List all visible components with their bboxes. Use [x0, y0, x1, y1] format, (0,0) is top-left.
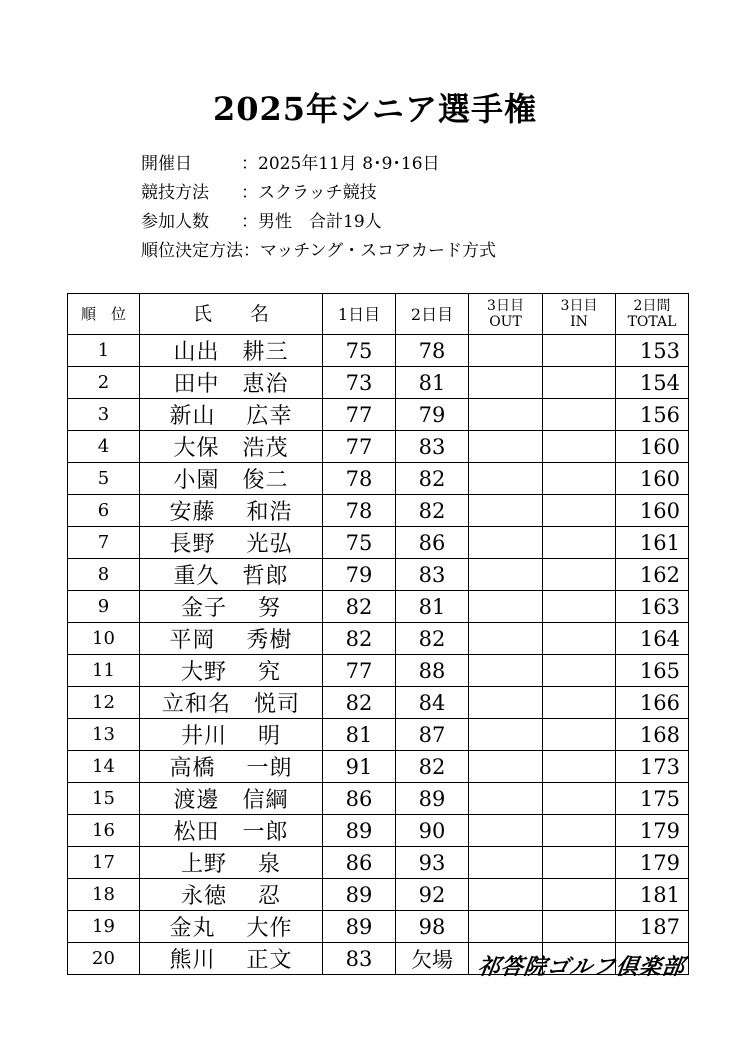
cell-player-name: 井川 明	[140, 719, 323, 751]
header-day3-in-line1: 3日目	[560, 298, 598, 314]
cell-day2-score: 83	[396, 559, 469, 591]
cell-day3-in	[543, 623, 616, 655]
club-logo: 祁答院ゴルフ倶楽部	[476, 954, 687, 980]
cell-day2-score: 84	[396, 687, 469, 719]
cell-day3-in	[543, 719, 616, 751]
table-header-row	[68, 294, 689, 335]
cell-player-name: 小園 俊二	[140, 463, 323, 495]
cell-day1-score: 83	[323, 943, 396, 975]
cell-player-name: 高橋 一朗	[140, 751, 323, 783]
cell-rank: 2	[68, 367, 140, 399]
cell-total: 175	[616, 783, 689, 815]
cell-day3-out	[469, 719, 543, 751]
cell-day3-in	[543, 751, 616, 783]
header-total	[616, 294, 689, 335]
cell-day1-score: 82	[323, 687, 396, 719]
table-row	[68, 847, 689, 879]
cell-day2-score: 81	[396, 367, 469, 399]
cell-rank: 19	[68, 911, 140, 943]
cell-day2-score: 98	[396, 911, 469, 943]
header-total-line2: TOTAL	[627, 314, 677, 330]
cell-day3-in	[543, 495, 616, 527]
cell-day3-out	[469, 463, 543, 495]
cell-day1-score: 79	[323, 559, 396, 591]
cell-total: 156	[616, 399, 689, 431]
page-title: 2025年シニア選手権	[212, 90, 538, 128]
cell-rank: 3	[68, 399, 140, 431]
cell-player-name: 田中 恵治	[140, 367, 323, 399]
cell-rank: 12	[68, 687, 140, 719]
header-day3-out-line1: 3日目	[487, 298, 524, 314]
cell-rank: 6	[68, 495, 140, 527]
cell-day2-score: 82	[396, 751, 469, 783]
cell-day1-score: 86	[323, 847, 396, 879]
cell-total: 160	[616, 431, 689, 463]
cell-day1-score: 86	[323, 783, 396, 815]
cell-player-name: 山出 耕三	[140, 335, 323, 367]
cell-total: 154	[616, 367, 689, 399]
cell-day3-out	[469, 655, 543, 687]
cell-day3-in	[543, 431, 616, 463]
cell-day2-score: 78	[396, 335, 469, 367]
cell-rank: 13	[68, 719, 140, 751]
cell-day1-score: 89	[323, 879, 396, 911]
cell-day3-out	[469, 815, 543, 847]
header-day3-in	[543, 294, 616, 335]
cell-day1-score: 82	[323, 623, 396, 655]
cell-day2-score: 79	[396, 399, 469, 431]
cell-day1-score: 89	[323, 911, 396, 943]
cell-day2-score: 88	[396, 655, 469, 687]
cell-day1-score: 91	[323, 751, 396, 783]
cell-day2-score: 87	[396, 719, 469, 751]
table-row	[68, 783, 689, 815]
cell-day3-out	[469, 751, 543, 783]
cell-day3-out	[469, 879, 543, 911]
cell-day3-in	[543, 687, 616, 719]
cell-day3-out	[469, 495, 543, 527]
cell-day3-in	[543, 847, 616, 879]
cell-player-name: 金丸 大作	[140, 911, 323, 943]
cell-day2-score: 欠場	[396, 943, 469, 975]
cell-day3-out	[469, 527, 543, 559]
cell-player-name: 大保 浩茂	[140, 431, 323, 463]
cell-day2-score: 82	[396, 495, 469, 527]
cell-total: 164	[616, 623, 689, 655]
cell-day1-score: 73	[323, 367, 396, 399]
cell-rank: 9	[68, 591, 140, 623]
header-day3-out-line2: OUT	[489, 314, 522, 330]
cell-day1-score: 77	[323, 431, 396, 463]
table-row	[68, 463, 689, 495]
table-row	[68, 591, 689, 623]
cell-player-name: 永徳 忍	[140, 879, 323, 911]
table-row	[68, 911, 689, 943]
cell-day3-in	[543, 591, 616, 623]
cell-day3-in	[543, 527, 616, 559]
cell-day1-score: 78	[323, 463, 396, 495]
cell-day3-in	[543, 463, 616, 495]
cell-rank: 17	[68, 847, 140, 879]
cell-player-name: 大野 究	[140, 655, 323, 687]
table-row	[68, 559, 689, 591]
info-row-participants	[141, 208, 496, 237]
cell-player-name: 金子 努	[140, 591, 323, 623]
cell-day2-score: 82	[396, 463, 469, 495]
cell-total: 173	[616, 751, 689, 783]
cell-day1-score: 81	[323, 719, 396, 751]
cell-total: 165	[616, 655, 689, 687]
info-row-ranking-method	[141, 237, 496, 266]
cell-day3-in	[543, 367, 616, 399]
table-row	[68, 399, 689, 431]
header-day3-out	[469, 294, 543, 335]
cell-rank: 11	[68, 655, 140, 687]
cell-total: 181	[616, 879, 689, 911]
cell-day3-out	[469, 911, 543, 943]
cell-total: 179	[616, 847, 689, 879]
cell-rank: 20	[68, 943, 140, 975]
cell-day3-in	[543, 815, 616, 847]
table-row	[68, 655, 689, 687]
cell-day2-score: 93	[396, 847, 469, 879]
header-day3-in-line2: IN	[570, 314, 588, 330]
table-row	[68, 879, 689, 911]
cell-day3-out	[469, 431, 543, 463]
header-total-line1: 2日間	[633, 298, 671, 314]
cell-day2-score: 86	[396, 527, 469, 559]
cell-day3-out	[469, 335, 543, 367]
cell-day2-score: 90	[396, 815, 469, 847]
cell-player-name: 渡邊 信綱	[140, 783, 323, 815]
table-row	[68, 623, 689, 655]
info-row-date	[141, 150, 496, 179]
info-label: 順位決定方法	[141, 241, 243, 261]
cell-day3-in	[543, 399, 616, 431]
cell-day1-score: 82	[323, 591, 396, 623]
cell-player-name: 重久 哲郎	[140, 559, 323, 591]
cell-player-name: 熊川 正文	[140, 943, 323, 975]
table-row	[68, 367, 689, 399]
cell-rank: 8	[68, 559, 140, 591]
cell-total: 187	[616, 911, 689, 943]
cell-day3-in	[543, 783, 616, 815]
cell-rank: 15	[68, 783, 140, 815]
cell-day1-score: 77	[323, 399, 396, 431]
cell-total: 179	[616, 815, 689, 847]
cell-day3-in	[543, 559, 616, 591]
table-row	[68, 335, 689, 367]
cell-day3-out	[469, 847, 543, 879]
cell-total: 153	[616, 335, 689, 367]
cell-day1-score: 78	[323, 495, 396, 527]
cell-day3-in	[543, 655, 616, 687]
table-row	[68, 527, 689, 559]
cell-rank: 18	[68, 879, 140, 911]
cell-total: 160	[616, 463, 689, 495]
cell-day3-out	[469, 687, 543, 719]
table-row	[68, 495, 689, 527]
cell-day1-score: 89	[323, 815, 396, 847]
cell-player-name: 安藤 和浩	[140, 495, 323, 527]
table-row	[68, 751, 689, 783]
cell-day3-out	[469, 623, 543, 655]
cell-day3-out	[469, 783, 543, 815]
cell-day3-out	[469, 399, 543, 431]
cell-rank: 7	[68, 527, 140, 559]
info-value: ：男性 合計19人	[241, 212, 382, 232]
info-label: 参加人数	[141, 212, 209, 232]
cell-rank: 16	[68, 815, 140, 847]
cell-player-name: 松田 一郎	[140, 815, 323, 847]
cell-day3-out	[469, 367, 543, 399]
info-value: ：スクラッチ競技	[241, 183, 377, 203]
header-day1: 1日目	[323, 294, 396, 335]
cell-player-name: 平岡 秀樹	[140, 623, 323, 655]
info-label: 開催日	[141, 154, 192, 174]
info-row-format	[141, 179, 496, 208]
cell-day3-in	[543, 879, 616, 911]
info-value: ：2025年11月 8･9･16日	[241, 154, 440, 174]
cell-total: 162	[616, 559, 689, 591]
cell-day3-in	[543, 911, 616, 943]
results-table	[67, 293, 689, 975]
cell-day2-score: 82	[396, 623, 469, 655]
cell-day2-score: 89	[396, 783, 469, 815]
cell-player-name: 上野 泉	[140, 847, 323, 879]
event-info	[141, 150, 496, 266]
cell-player-name: 立和名 悦司	[140, 687, 323, 719]
cell-total: 163	[616, 591, 689, 623]
cell-total: 161	[616, 527, 689, 559]
cell-rank: 10	[68, 623, 140, 655]
cell-day1-score: 75	[323, 527, 396, 559]
cell-player-name: 長野 光弘	[140, 527, 323, 559]
table-row	[68, 431, 689, 463]
cell-rank: 5	[68, 463, 140, 495]
cell-rank: 4	[68, 431, 140, 463]
cell-day2-score: 83	[396, 431, 469, 463]
table-row	[68, 687, 689, 719]
table-row	[68, 815, 689, 847]
header-name: 氏 名	[140, 294, 323, 335]
info-value: ：マッチング・スコアカード方式	[243, 241, 496, 261]
cell-total: 166	[616, 687, 689, 719]
cell-day1-score: 75	[323, 335, 396, 367]
header-rank: 順 位	[68, 294, 140, 335]
cell-rank: 14	[68, 751, 140, 783]
cell-total: 160	[616, 495, 689, 527]
cell-rank: 1	[68, 335, 140, 367]
info-label: 競技方法	[141, 183, 209, 203]
cell-day3-in	[543, 335, 616, 367]
cell-day2-score: 81	[396, 591, 469, 623]
cell-player-name: 新山 広幸	[140, 399, 323, 431]
cell-day3-out	[469, 559, 543, 591]
cell-day3-out	[469, 591, 543, 623]
cell-day2-score: 92	[396, 879, 469, 911]
cell-total: 168	[616, 719, 689, 751]
header-day2: 2日目	[396, 294, 469, 335]
cell-day1-score: 77	[323, 655, 396, 687]
table-row	[68, 719, 689, 751]
